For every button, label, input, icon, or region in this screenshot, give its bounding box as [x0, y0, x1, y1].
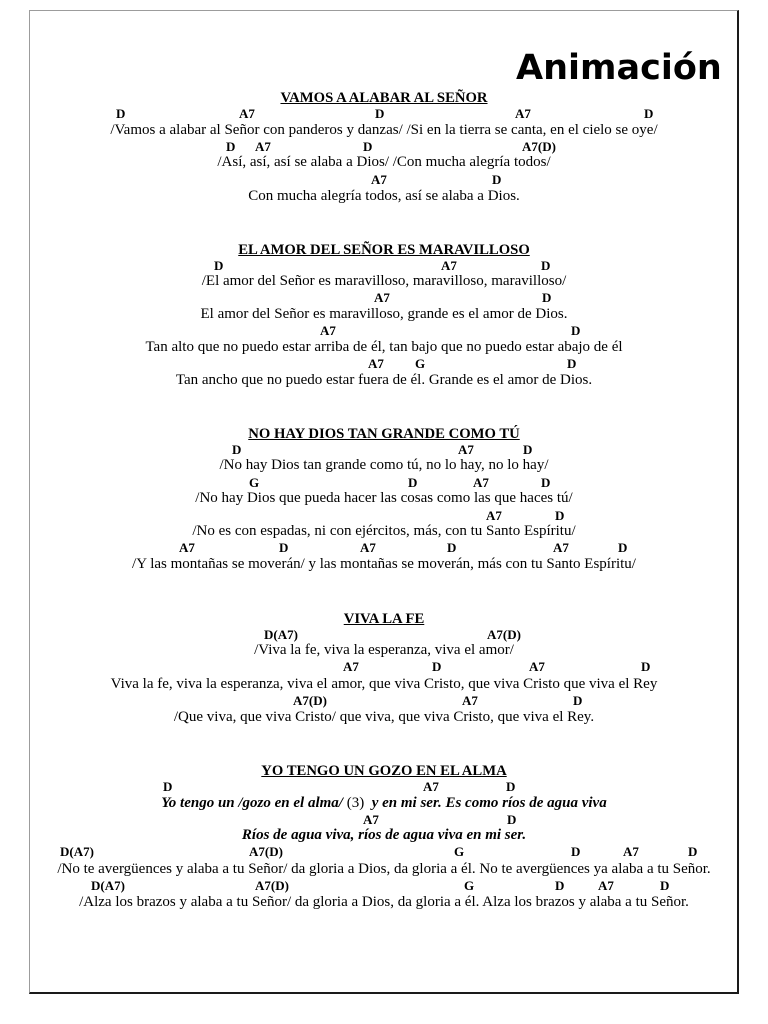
lyric-line: /No te avergüences y alaba a tu Señor/ da gloria a Dios, da gloria a él. No te avergüences ya alaba a tu Señor. — [57, 861, 711, 877]
chord-label: D — [644, 106, 654, 121]
lyric-line: /No hay Dios que pueda hacer las cosas como las que haces tú/ — [195, 490, 573, 506]
chord-label: D — [571, 323, 581, 338]
chord-row — [0, 780, 768, 794]
chord-label: A7(D) — [293, 693, 327, 708]
lyric-line: /No es con espadas, ni con ejércitos, más, con tu Santo Espíritu/ — [192, 523, 576, 539]
chord-label: A7 — [515, 106, 531, 121]
lyric-line: Tan alto que no puedo estar arriba de él, tan bajo que no puedo estar abajo de él — [145, 339, 623, 355]
chord-label: G — [415, 356, 426, 371]
lyric-line: Viva la fe, viva la esperanza, viva el amor, que viva Cristo, que viva Cristo que viva el Rey — [110, 676, 658, 692]
chord-label: D — [660, 878, 670, 893]
lyric-line: Con mucha alegría todos, así se alaba a Dios. — [248, 188, 520, 204]
chord-label: A7 — [598, 878, 614, 893]
chord-label: D — [375, 106, 385, 121]
lyric-segment: y en mi ser. Es como ríos de agua viva — [371, 795, 607, 811]
chord-row — [0, 879, 768, 893]
chord-row — [0, 259, 768, 273]
lyric-line: /Así, así, así se alaba a Dios/ /Con mucha alegría todos/ — [217, 154, 551, 170]
chord-label: A7 — [441, 258, 457, 273]
chord-row — [0, 291, 768, 305]
chord-label: A7 — [320, 323, 336, 338]
chord-label: G — [454, 844, 465, 859]
chord-row — [0, 476, 768, 490]
chord-label: G — [464, 878, 475, 893]
chord-label: A7 — [623, 844, 639, 859]
chord-row — [0, 694, 768, 708]
chord-row — [0, 173, 768, 187]
chord-row — [0, 140, 768, 154]
chord-label: D — [641, 659, 651, 674]
chord-row — [0, 660, 768, 674]
chord-row — [0, 541, 768, 555]
lyric-line: /Y las montañas se moverán/ y las montañas se moverán, más con tu Santo Espíritu/ — [132, 556, 636, 572]
chord-label: D — [363, 139, 373, 154]
chord-label: G — [249, 475, 260, 490]
chord-row — [0, 509, 768, 523]
lyric-line: Tan ancho que no puedo estar fuera de él. Grande es el amor de Dios. — [175, 372, 593, 388]
song-title: YO TENGO UN GOZO EN EL ALMA — [261, 763, 507, 779]
chord-label: A7 — [553, 540, 569, 555]
chord-label: D — [492, 172, 502, 187]
chord-row — [0, 628, 768, 642]
chord-label: D — [447, 540, 457, 555]
chord-label: A7 — [371, 172, 387, 187]
lyric-line: /Vamos a alabar al Señor con panderos y danzas/ /Si en la tierra se canta, en el cielo se oye/ — [110, 122, 658, 138]
lyric-line — [0, 795, 768, 812]
chord-row — [0, 357, 768, 371]
chord-label: D — [507, 812, 517, 827]
lyric-line: El amor del Señor es maravilloso, grande es el amor de Dios. — [200, 306, 568, 322]
chord-row — [0, 324, 768, 338]
chord-label: A7 — [458, 442, 474, 457]
chord-label: D — [163, 779, 173, 794]
chord-label: A7(D) — [255, 878, 289, 893]
chord-label: A7(D) — [249, 844, 283, 859]
chord-label: D — [506, 779, 516, 794]
chord-label: A7 — [255, 139, 271, 154]
chord-label: D — [542, 290, 552, 305]
chord-label: D — [408, 475, 418, 490]
chord-label: A7 — [486, 508, 502, 523]
lyric-line: /Alza los brazos y alaba a tu Señor/ da gloria a Dios, da gloria a él. Alza los brazos y alaba a tu Señor. — [79, 894, 689, 910]
chord-label: A7 — [374, 290, 390, 305]
chord-label: A7 — [529, 659, 545, 674]
chord-label: D — [555, 508, 565, 523]
chord-row — [0, 107, 768, 121]
song-title: NO HAY DIOS TAN GRANDE COMO TÚ — [248, 426, 520, 442]
chord-label: A7 — [462, 693, 478, 708]
chord-label: A7 — [179, 540, 195, 555]
chord-label: D — [432, 659, 442, 674]
song-title: EL AMOR DEL SEÑOR ES MARAVILLOSO — [238, 242, 530, 258]
chord-label: D(A7) — [91, 878, 125, 893]
chord-row — [0, 845, 768, 859]
chord-row — [0, 443, 768, 457]
lyric-segment: Yo tengo un /gozo en el alma/ — [161, 795, 343, 811]
chord-label: A7 — [473, 475, 489, 490]
chord-label: D — [567, 356, 577, 371]
chord-label: D — [279, 540, 289, 555]
lyric-line: /El amor del Señor es maravilloso, maravilloso, maravilloso/ — [201, 273, 567, 289]
chord-label: D — [541, 475, 551, 490]
chord-label: A7(D) — [522, 139, 556, 154]
chord-row — [0, 813, 768, 827]
chord-label: D — [688, 844, 698, 859]
chord-label: D — [571, 844, 581, 859]
chord-label: A7 — [368, 356, 384, 371]
chord-label: A7 — [360, 540, 376, 555]
chord-label: D — [573, 693, 583, 708]
chord-label: D — [116, 106, 126, 121]
page-heading: Animación — [516, 48, 722, 88]
chord-label: D — [555, 878, 565, 893]
chord-label: D — [541, 258, 551, 273]
chord-label: D — [523, 442, 533, 457]
chord-label: A7 — [363, 812, 379, 827]
lyric-line: Ríos de agua viva, ríos de agua viva en mi ser. — [241, 827, 527, 843]
chord-label: A7(D) — [487, 627, 521, 642]
chord-label: A7 — [423, 779, 439, 794]
chord-label: D(A7) — [264, 627, 298, 642]
repeat-marker: (3) — [346, 795, 365, 811]
chord-label: D — [226, 139, 236, 154]
chord-label: D — [618, 540, 628, 555]
chord-label: D(A7) — [60, 844, 94, 859]
lyric-line: /Viva la fe, viva la esperanza, viva el amor/ — [254, 642, 514, 658]
chord-label: A7 — [239, 106, 255, 121]
chord-label: D — [232, 442, 242, 457]
song-title: VAMOS A ALABAR AL SEÑOR — [280, 90, 488, 106]
lyric-line: /Que viva, que viva Cristo/ que viva, que viva Cristo, que viva el Rey. — [173, 709, 595, 725]
song-title: VIVA LA FE — [343, 611, 425, 627]
chord-label: D — [214, 258, 224, 273]
chord-label: A7 — [343, 659, 359, 674]
lyric-line: /No hay Dios tan grande como tú, no lo hay, no lo hay/ — [219, 457, 549, 473]
